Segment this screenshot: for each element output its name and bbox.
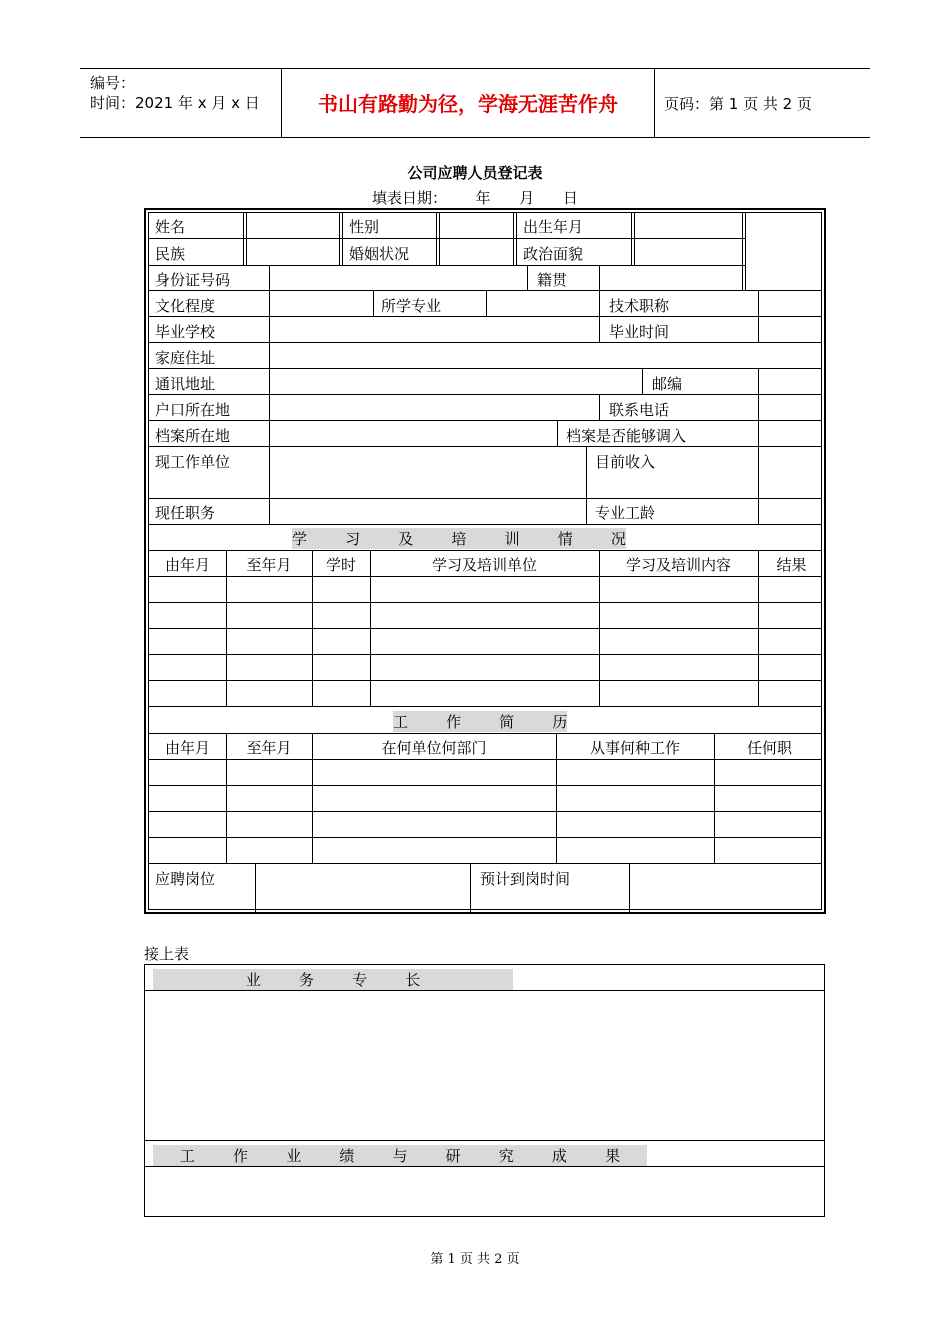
table-rule	[149, 342, 821, 343]
table-rule	[470, 863, 471, 913]
label-id-number: 身份证号码	[155, 271, 231, 289]
table-rule	[758, 368, 759, 446]
work-section-title: 工 作 简 历	[393, 713, 568, 731]
table-rule	[642, 368, 643, 394]
table-rule	[599, 265, 600, 290]
table-rule	[255, 863, 256, 913]
table-rule	[486, 290, 487, 316]
header-meta	[80, 69, 280, 137]
table-rule	[586, 446, 587, 524]
fill-date: 填表日期： 年 月 日	[372, 189, 578, 207]
label-gender: 性别	[349, 218, 380, 236]
study-col-from: 由年月	[164, 556, 210, 574]
registration-form	[144, 208, 826, 914]
page-footer: 第 1 页 共 2 页	[430, 1252, 520, 1267]
study-col-result: 结果	[776, 556, 807, 574]
work-col-from: 由年月	[164, 739, 210, 757]
label-seniority: 专业工龄	[595, 504, 656, 522]
table-rule	[149, 524, 821, 525]
table-rule	[149, 368, 821, 369]
table-rule	[149, 265, 745, 266]
table-rule	[599, 316, 600, 342]
table-rule	[339, 213, 340, 265]
table-rule	[145, 1166, 824, 1167]
form-title: 公司应聘人员登记表	[407, 164, 543, 182]
study-col-content: 学习及培训内容	[625, 556, 731, 574]
label-school: 毕业学校	[155, 323, 216, 341]
work-col-unit: 在何单位何部门	[381, 739, 487, 757]
work-col-position: 任何职	[746, 739, 792, 757]
page-info: 页码：第 1 页 共 2 页	[664, 95, 812, 113]
work-col-to: 至年月	[246, 739, 292, 757]
specialty-title: 业 务 专 长	[153, 969, 513, 990]
table-rule	[243, 213, 244, 265]
label-current-employer: 现工作单位	[155, 453, 231, 471]
table-rule	[342, 213, 343, 265]
page-header	[80, 68, 870, 138]
table-rule	[436, 213, 437, 265]
table-rule	[513, 213, 514, 265]
table-rule	[557, 420, 558, 446]
label-current-post: 现任职务	[155, 504, 216, 522]
table-rule	[629, 863, 630, 913]
label-hukou: 户口所在地	[155, 401, 231, 419]
label-applied-post: 应聘岗位	[155, 870, 216, 888]
label-name: 姓名	[155, 218, 186, 236]
label-marital: 婚姻状况	[349, 245, 410, 263]
label-grad-time: 毕业时间	[609, 323, 670, 341]
table-rule	[745, 213, 746, 290]
label-mail-address: 通讯地址	[155, 375, 216, 393]
table-rule	[742, 213, 743, 290]
table-rule	[631, 213, 632, 265]
table-rule	[149, 446, 821, 447]
study-col-institution: 学习及培训单位	[431, 556, 537, 574]
time-label: 时间：2021 年 x 月 x 日	[90, 94, 260, 112]
table-rule	[373, 290, 374, 316]
study-col-hours: 学时	[325, 556, 356, 574]
table-rule	[516, 213, 517, 265]
label-birth: 出生年月	[523, 218, 584, 236]
table-rule	[527, 265, 528, 290]
study-col-to: 至年月	[246, 556, 292, 574]
table-rule	[149, 290, 821, 291]
table-rule	[149, 602, 821, 603]
table-rule	[599, 290, 600, 316]
table-rule	[149, 550, 821, 551]
table-rule	[634, 213, 635, 265]
number-label: 编号：	[90, 74, 136, 92]
table-rule	[269, 290, 270, 524]
table-rule	[246, 213, 247, 265]
continuation-table	[144, 964, 825, 1217]
label-archive: 档案所在地	[155, 427, 231, 445]
label-political: 政治面貌	[523, 245, 584, 263]
table-rule	[269, 265, 270, 290]
table-rule	[149, 654, 821, 655]
label-home-address: 家庭住址	[155, 349, 216, 367]
table-rule	[149, 733, 821, 734]
table-rule	[149, 811, 821, 812]
table-rule	[149, 628, 821, 629]
table-rule	[758, 290, 759, 342]
label-income: 目前收入	[595, 453, 656, 471]
table-rule	[149, 420, 821, 421]
label-major: 所学专业	[381, 297, 442, 315]
work-col-job: 从事何种工作	[589, 739, 680, 757]
table-rule	[149, 680, 821, 681]
table-rule	[149, 576, 821, 577]
table-rule	[149, 394, 821, 395]
label-native-place: 籍贯	[537, 271, 568, 289]
label-postcode: 邮编	[652, 375, 683, 393]
label-phone: 联系电话	[609, 401, 670, 419]
label-title: 技术职称	[609, 297, 670, 315]
study-section-title: 学 习 及 培 训 情 况	[292, 530, 626, 548]
table-rule	[149, 759, 821, 760]
continuation-label: 接上表	[144, 945, 190, 963]
table-rule	[149, 706, 821, 707]
table-rule	[149, 863, 821, 864]
table-rule	[145, 1140, 824, 1141]
table-rule	[149, 498, 821, 499]
table-rule	[149, 316, 821, 317]
table-rule	[149, 785, 821, 786]
label-start-time: 预计到岗时间	[480, 870, 571, 888]
table-rule	[439, 213, 440, 265]
achievements-title: 工 作 业 绩 与 研 究 成 果	[153, 1145, 647, 1166]
table-rule	[149, 238, 745, 239]
label-ethnicity: 民族	[155, 245, 186, 263]
table-rule	[758, 446, 759, 524]
table-rule	[145, 990, 824, 991]
form-inner-border	[148, 212, 822, 910]
label-archive-transfer: 档案是否能够调入	[566, 427, 687, 445]
label-education: 文化程度	[155, 297, 216, 315]
table-rule	[149, 837, 821, 838]
table-rule	[599, 394, 600, 420]
motto: 书山有路勤为径，学海无涯苦作舟	[281, 69, 655, 137]
